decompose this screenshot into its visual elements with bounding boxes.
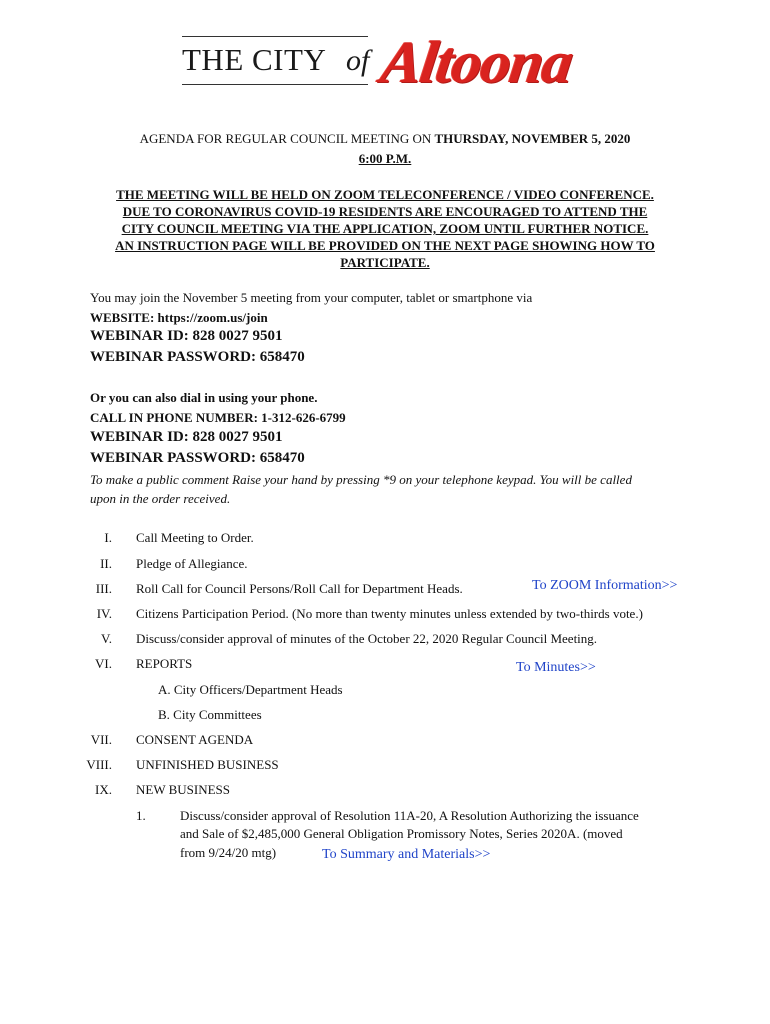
- notice-line: PARTICIPATE.: [340, 255, 430, 270]
- item-number: IV.: [96, 606, 112, 621]
- agenda-time: 6:00 P.M.: [358, 151, 412, 166]
- minutes-link[interactable]: To Minutes>>: [516, 660, 596, 675]
- zoom-notice: [88, 186, 682, 271]
- join-website: WEBSITE: https://zoom.us/join: [90, 310, 268, 325]
- logo-the-city: THE CITY: [182, 42, 327, 77]
- item-text: Citizens Participation Period. (No more than twenty minutes unless extended by two-thirds vote.): [136, 606, 643, 621]
- item-number: II.: [100, 556, 112, 571]
- item-text: Call Meeting to Order.: [136, 530, 254, 545]
- summary-materials-link[interactable]: To Summary and Materials>>: [322, 847, 491, 862]
- item-number: VIII.: [86, 757, 112, 772]
- item-text: CONSENT AGENDA: [136, 732, 254, 747]
- report-sub-item: A. City Officers/Department Heads: [158, 682, 343, 697]
- notice-line: AN INSTRUCTION PAGE WILL BE PROVIDED ON THE NEXT PAGE SHOWING HOW TO: [115, 238, 655, 253]
- logo-rule-bottom: [182, 84, 368, 85]
- phone-number: CALL IN PHONE NUMBER: 1-312-626-6799: [90, 410, 346, 425]
- logo-of: of: [346, 44, 370, 77]
- notice-line: THE MEETING WILL BE HELD ON ZOOM TELECONFERENCE / VIDEO CONFERENCE.: [116, 187, 654, 202]
- new-business-text: from 9/24/20 mtg): [180, 845, 277, 860]
- agenda-title-prefix: AGENDA FOR REGULAR COUNCIL MEETING ON: [139, 131, 435, 146]
- item-number: VII.: [90, 732, 112, 747]
- new-business-number: 1.: [136, 808, 146, 823]
- zoom-info-link[interactable]: To ZOOM Information>>: [532, 578, 678, 593]
- public-comment-line: upon in the order received.: [90, 491, 231, 506]
- notice-line: CITY COUNCIL MEETING VIA THE APPLICATION, ZOOM UNTIL FURTHER NOTICE.: [121, 221, 649, 236]
- item-number: I.: [104, 530, 112, 545]
- agenda-title: [80, 131, 690, 147]
- agenda-title-date: THURSDAY, NOVEMBER 5, 2020: [434, 131, 631, 146]
- phone-intro: Or you can also dial in using your phone.: [90, 390, 318, 405]
- new-business-text: and Sale of $2,485,000 General Obligation Promissory Notes, Series 2020A. (moved: [180, 826, 623, 841]
- logo-altoona: Altoona: [377, 29, 577, 95]
- item-text: UNFINISHED BUSINESS: [136, 757, 279, 772]
- phone-webinar-password: WEBINAR PASSWORD: 658470: [90, 450, 305, 466]
- item-text: Roll Call for Council Persons/Roll Call for Department Heads.: [136, 581, 463, 596]
- item-number: VI.: [95, 656, 112, 671]
- item-text: REPORTS: [136, 656, 193, 671]
- join-webinar-id: WEBINAR ID: 828 0027 9501: [90, 328, 283, 344]
- item-number: IX.: [95, 782, 112, 797]
- phone-webinar-id: WEBINAR ID: 828 0027 9501: [90, 429, 283, 445]
- item-text: Discuss/consider approval of minutes of the October 22, 2020 Regular Council Meeting.: [136, 631, 598, 646]
- city-logo: [182, 30, 602, 100]
- item-text: NEW BUSINESS: [136, 782, 231, 797]
- item-number: V.: [101, 631, 112, 646]
- join-intro: You may join the November 5 meeting from your computer, tablet or smartphone via: [90, 290, 533, 305]
- item-number: III.: [95, 581, 112, 596]
- join-webinar-password: WEBINAR PASSWORD: 658470: [90, 349, 305, 365]
- new-business-text: Discuss/consider approval of Resolution 11A-20, A Resolution Authorizing the issuance: [180, 808, 639, 823]
- public-comment-line: To make a public comment Raise your hand by pressing *9 on your telephone keypad. You will be called: [90, 472, 632, 487]
- item-text: Pledge of Allegiance.: [136, 556, 248, 571]
- logo-rule-top: [182, 36, 368, 37]
- notice-line: DUE TO CORONAVIRUS COVID-19 RESIDENTS ARE ENCOURAGED TO ATTEND THE: [122, 204, 648, 219]
- report-sub-item: B. City Committees: [158, 707, 262, 722]
